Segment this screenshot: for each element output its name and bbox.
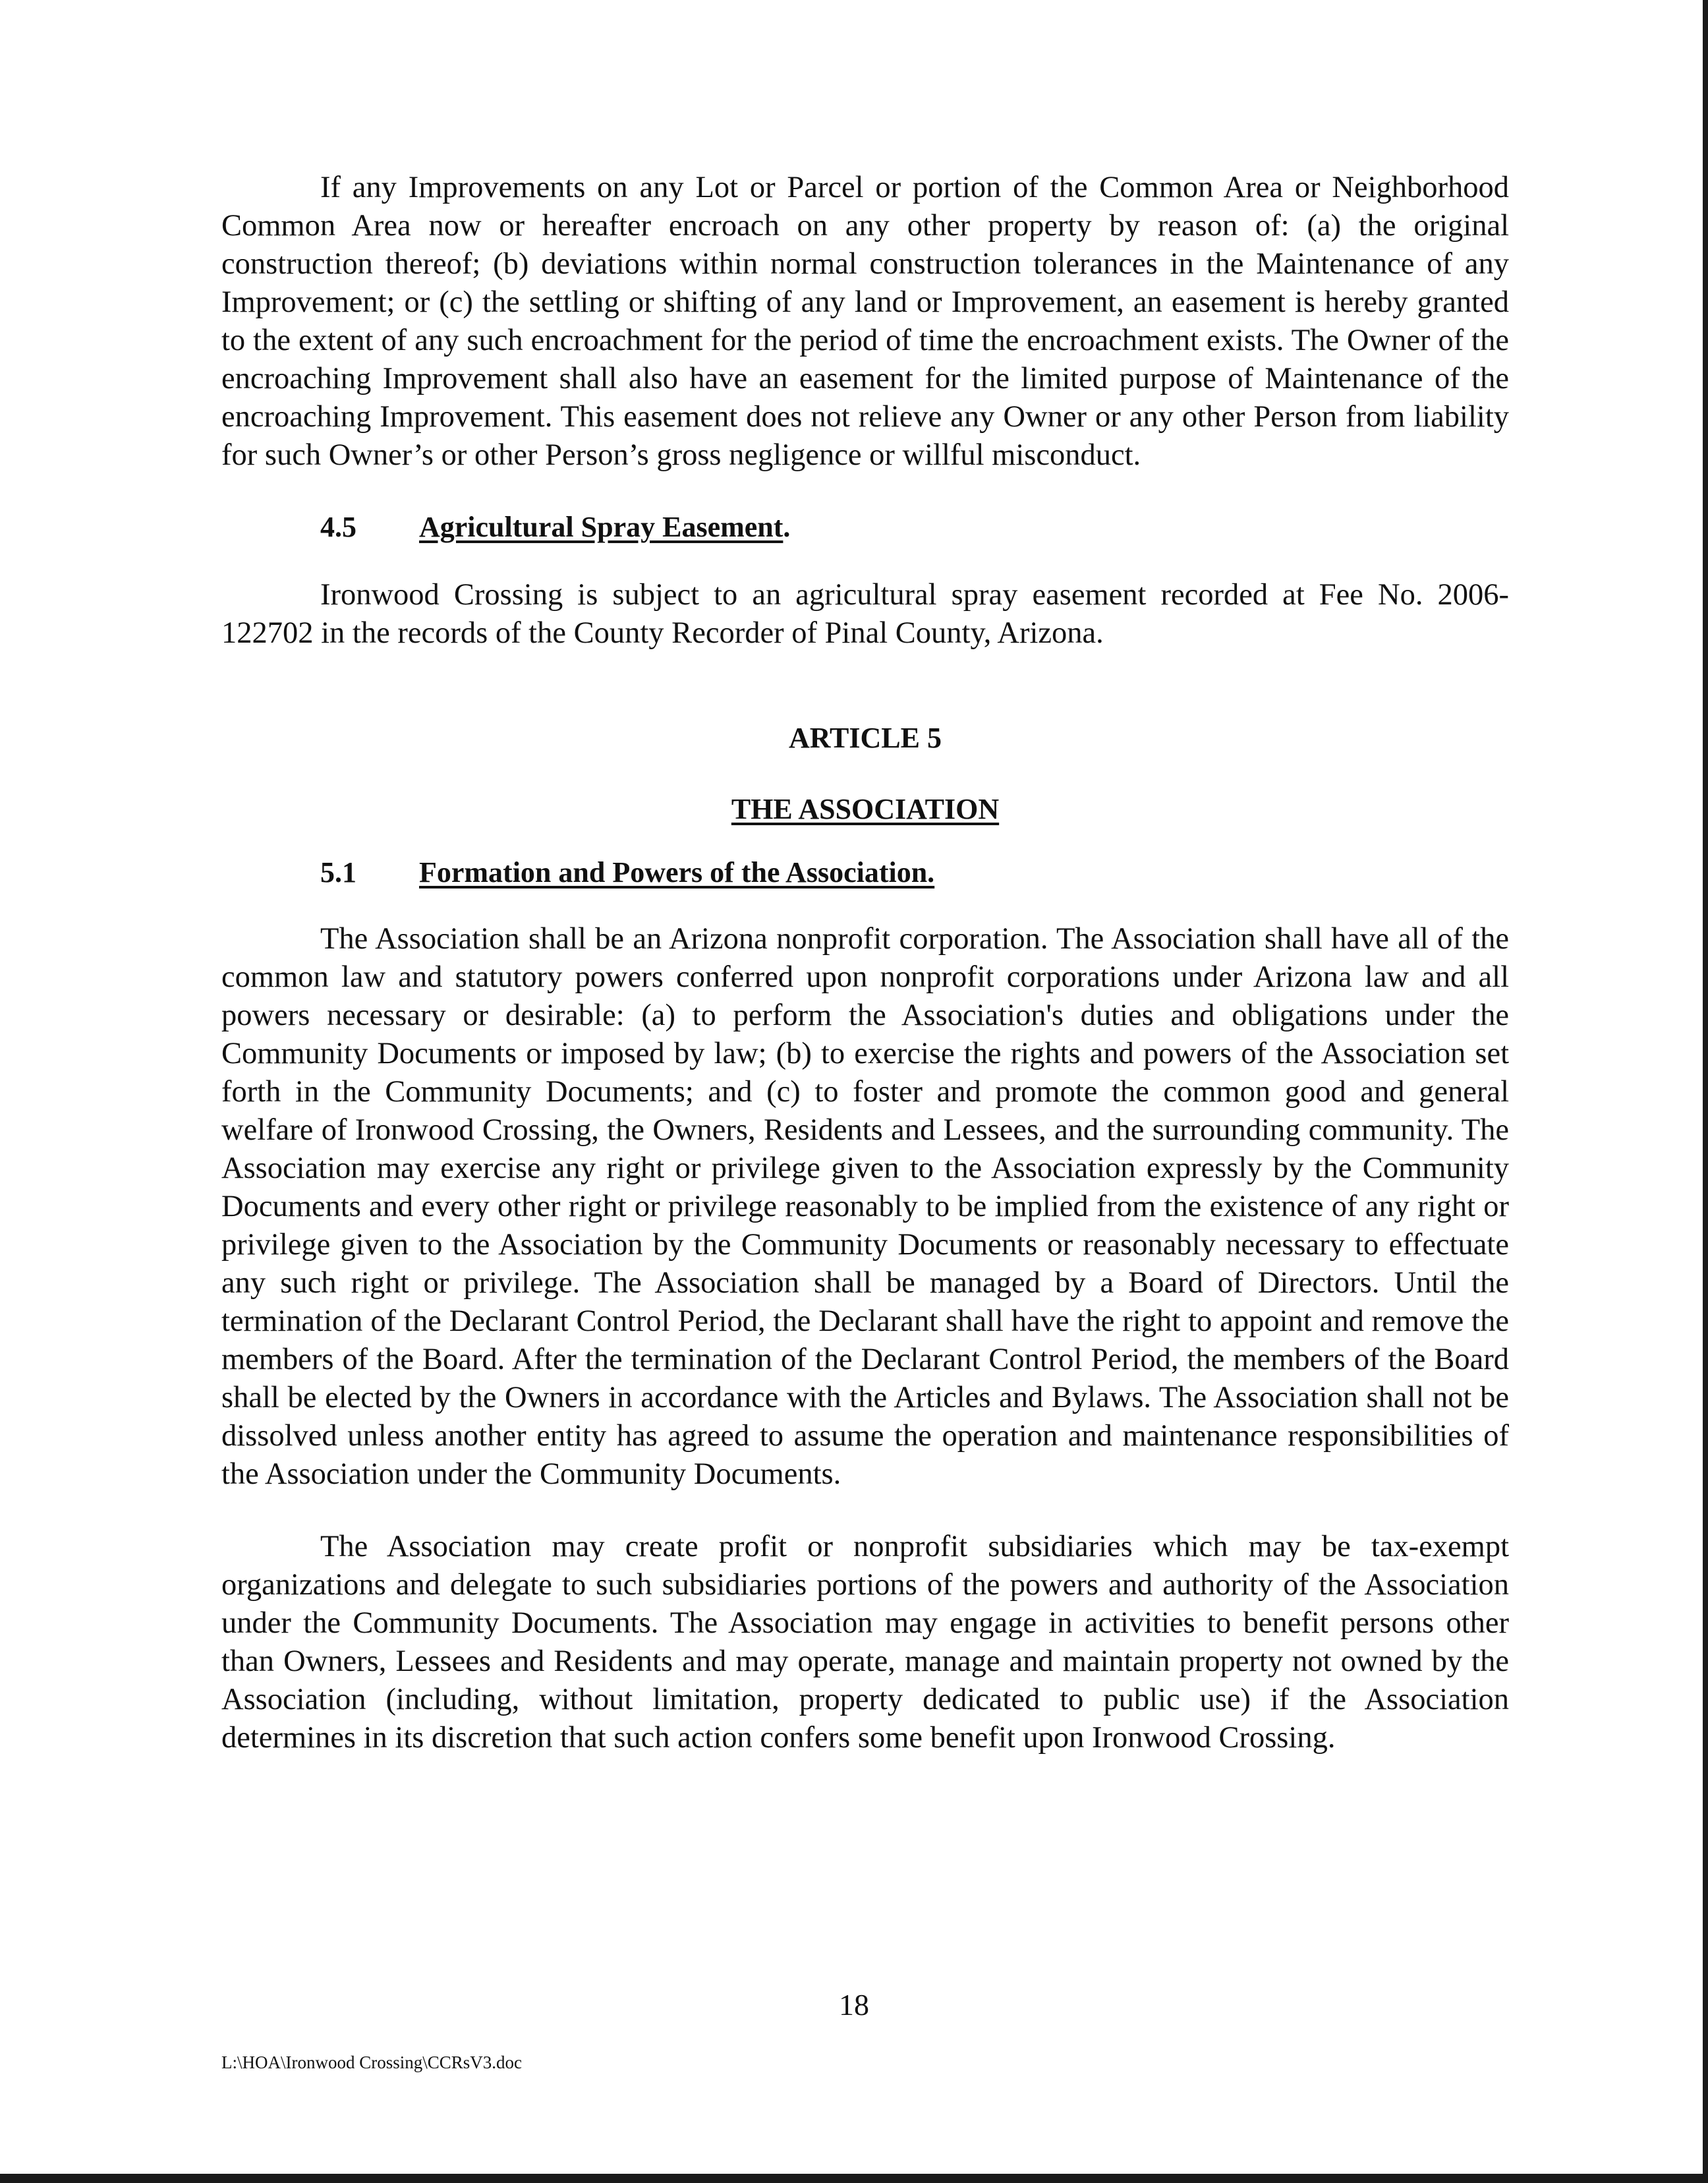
formation-paragraph: The Association shall be an Arizona nonprofit corporation. The Association shall have all of the common law and statutory powers conferred upon nonprofit corporations under Arizona law and all powers necessary or desirable: (a) to perform the Association's duties and obligations under the Community Documents or imposed by law; (b) to exercise the rights and powers of the Association set forth in the Community Documents; and (c) to foster and promote the common good and general welfare of Ironwood Crossing, the Owners, Residents and Lessees, and the surrounding community. The Association may exercise any right or privilege given to the Association expressly by the Community Documents and every other right or privilege reasonably to be implied from the existence of any right or privilege given to the Association by the Community Documents or reasonably necessary to effectuate any such right or privilege. The Association shall be managed by a Board of Directors. Until the termination of the Declarant Control Period, the Declarant shall have the right to appoint and remove the members of the Board. After the termination of the Declarant Control Period, the members of the Board shall be elected by the Owners in accordance with the Articles and Bylaws. The Association shall not be dissolved unless another entity has agreed to assume the operation and maintenance responsibilities of the Association under the Community Documents.	[221, 922, 1509, 1491]
encroachment-paragraph: If any Improvements on any Lot or Parcel or portion of the Common Area or Neighborhood Common Area now or hereafter encroach on any other property by reason of: (a) the original construction thereof; (b) deviations within normal construction tolerances in the Maintenance of any Improvement; or (c) the settling or shifting of any land or Improvement, an easement is hereby granted to the extent of any such encroachment for the period of time the encroachment exists. The Owner of the encroaching Improvement shall also have an easement for the limited purpose of Maintenance of the encroaching Improvement. This easement does not relieve any Owner or any other Person from liability for such Owner’s or other Person’s gross negligence or willful misconduct.	[221, 171, 1509, 472]
section-number: 5.1	[320, 856, 356, 888]
article-title	[221, 791, 1509, 828]
page-number: 18	[839, 1988, 869, 2022]
article-title-text: THE ASSOCIATION	[731, 793, 1000, 825]
section-title-punctuation: .	[783, 511, 791, 543]
subsidiaries-paragraph: The Association may create profit or nonprofit subsidiaries which may be tax-exempt organizations and delegate to such subsidiaries portions of the powers and authority of the Association under the Community Documents. The Association may engage in activities to benefit persons other than Owners, Lessees and Residents and may operate, manage and maintain property not owned by the Association (including, without limitation, property dedicated to public use) if the Association determines in its discretion that such action confers some benefit upon Ironwood Crossing.	[221, 1530, 1509, 1755]
article-label: ARTICLE 5	[789, 722, 942, 754]
section-title: Formation and Powers of the Association.	[419, 856, 935, 888]
section-heading-5-1	[221, 854, 1509, 891]
section-title: Agricultural Spray Easement	[419, 511, 783, 543]
spray-easement-paragraph: Ironwood Crossing is subject to an agricultural spray easement recorded at Fee No. 2006-122702 in the records of the County Recorder of Pinal County, Arizona.	[221, 578, 1509, 650]
document-body	[221, 169, 1509, 1757]
section-number: 4.5	[320, 511, 356, 543]
section-heading-4-5	[221, 509, 1509, 546]
footer-file-path: L:\HOA\Ironwood Crossing\CCRsV3.doc	[221, 2052, 523, 2072]
